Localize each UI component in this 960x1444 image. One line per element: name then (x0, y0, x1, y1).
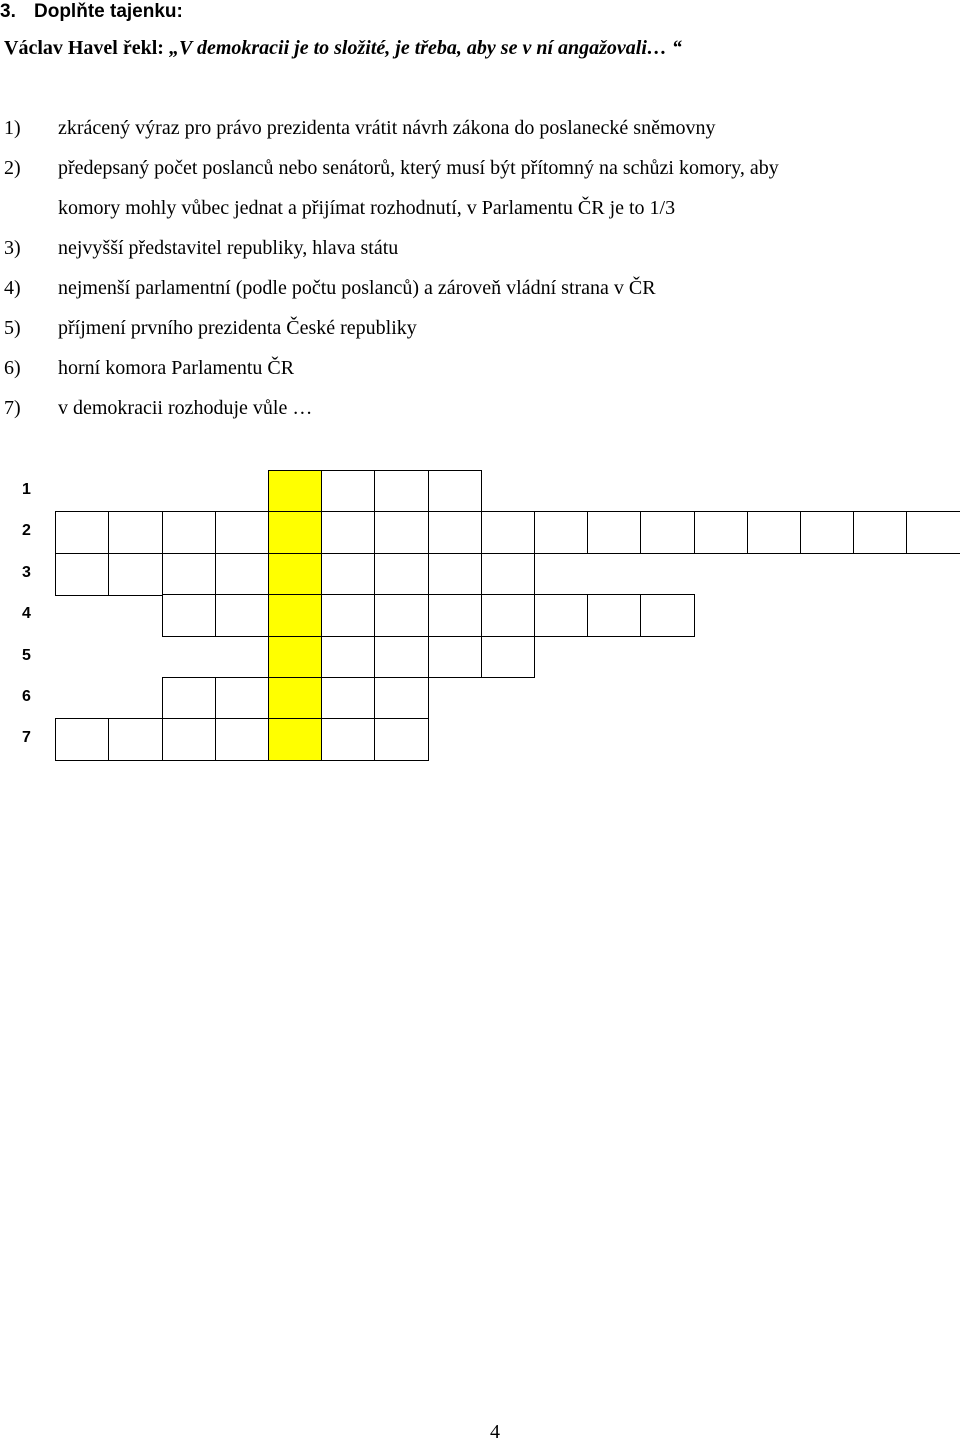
crossword-cell[interactable] (853, 511, 908, 554)
crossword-cell[interactable] (162, 718, 217, 761)
quote-intro: Václav Havel řekl: (4, 37, 169, 59)
crossword-cell[interactable] (481, 636, 536, 679)
clue-2 (4, 155, 779, 181)
crossword-cell[interactable] (162, 553, 217, 596)
clue-text: předepsaný počet poslanců nebo senátorů, který musí být přítomný na schůzi komory, aby (58, 157, 779, 179)
secret-cell[interactable] (268, 594, 323, 637)
crossword-cell[interactable] (321, 677, 376, 720)
secret-cell[interactable] (268, 636, 323, 679)
clue-text: v demokracii rozhoduje vůle … (58, 397, 313, 419)
crossword-cell[interactable] (428, 636, 483, 679)
crossword-cell[interactable] (481, 594, 536, 637)
crossword-cell[interactable] (215, 594, 270, 637)
crossword-cell[interactable] (108, 511, 163, 554)
clue-6 (4, 355, 294, 381)
clue-text: nejmenší parlamentní (podle počtu poslanců) a zároveň vládní strana v ČR (58, 277, 656, 299)
crossword-cell[interactable] (374, 636, 429, 679)
crossword-cell[interactable] (55, 553, 110, 596)
crossword-cell[interactable] (162, 511, 217, 554)
clue-4 (4, 275, 656, 301)
crossword-cell[interactable] (640, 594, 695, 637)
secret-cell[interactable] (268, 677, 323, 720)
crossword-cell[interactable] (534, 594, 589, 637)
task-number: 3. (0, 1, 16, 22)
crossword-cell[interactable] (215, 553, 270, 596)
clue-text: příjmení prvního prezidenta České republiky (58, 317, 417, 339)
clue-5 (4, 315, 417, 341)
row-label: 3 (22, 563, 31, 581)
crossword-cell[interactable] (162, 594, 217, 637)
clue-number: 3) (4, 237, 21, 259)
secret-cell[interactable] (268, 511, 323, 554)
crossword-cell[interactable] (374, 511, 429, 554)
crossword-cell[interactable] (108, 718, 163, 761)
row-label: 4 (22, 605, 31, 623)
row-label: 7 (22, 729, 31, 747)
quote-line (4, 35, 682, 61)
crossword-cell[interactable] (374, 594, 429, 637)
crossword-cell[interactable] (428, 511, 483, 554)
crossword-cell[interactable] (747, 511, 802, 554)
crossword-cell[interactable] (640, 511, 695, 554)
crossword-cell[interactable] (800, 511, 855, 554)
row-label: 5 (22, 646, 31, 664)
crossword-cell[interactable] (108, 553, 163, 596)
crossword-cell[interactable] (906, 511, 960, 554)
crossword-cell[interactable] (321, 553, 376, 596)
crossword-cell[interactable] (481, 511, 536, 554)
crossword-cell[interactable] (374, 718, 429, 761)
clue-number: 4) (4, 277, 21, 299)
clue-text: horní komora Parlamentu ČR (58, 357, 295, 379)
clue-2-continuation: komory mohly vůbec jednat a přijímat rozhodnutí, v Parlamentu ČR je to 1/3 (58, 197, 676, 219)
crossword-cell[interactable] (534, 511, 589, 554)
crossword-cell[interactable] (321, 594, 376, 637)
crossword-cell[interactable] (321, 636, 376, 679)
crossword-cell[interactable] (55, 718, 110, 761)
clue-number: 2) (4, 157, 21, 179)
clue-number: 1) (4, 117, 21, 139)
clue-number: 6) (4, 357, 21, 379)
crossword-cell[interactable] (321, 511, 376, 554)
page-number: 4 (490, 1421, 500, 1443)
clue-7 (4, 395, 312, 421)
secret-cell[interactable] (268, 718, 323, 761)
crossword-cell[interactable] (374, 677, 429, 720)
crossword-cell[interactable] (374, 553, 429, 596)
crossword-cell[interactable] (321, 470, 376, 513)
clue-3 (4, 235, 398, 261)
crossword-cell[interactable] (215, 511, 270, 554)
clue-text: zkrácený výraz pro právo prezidenta vrátit návrh zákona do poslanecké sněmovny (58, 117, 716, 139)
row-label: 2 (22, 522, 31, 540)
row-label: 1 (22, 481, 31, 498)
clue-number: 5) (4, 317, 21, 339)
row-label: 6 (22, 688, 31, 705)
crossword-cell[interactable] (587, 594, 642, 637)
clue-number: 7) (4, 397, 21, 419)
crossword-cell[interactable] (162, 677, 217, 720)
crossword-cell[interactable] (481, 553, 536, 596)
clue-text: nejvyšší představitel republiky, hlava státu (58, 237, 399, 259)
crossword-cell[interactable] (428, 470, 483, 513)
task-title: Doplňte tajenku: (34, 1, 183, 22)
task-heading (0, 0, 183, 24)
crossword-cell[interactable] (428, 594, 483, 637)
crossword-cell[interactable] (374, 470, 429, 513)
clue-1 (4, 115, 716, 141)
crossword-cell[interactable] (321, 718, 376, 761)
crossword-cell[interactable] (694, 511, 749, 554)
crossword-cell[interactable] (215, 718, 270, 761)
crossword-cell[interactable] (215, 677, 270, 720)
crossword-cell[interactable] (55, 511, 110, 554)
crossword-cell[interactable] (587, 511, 642, 554)
crossword-cell[interactable] (428, 553, 483, 596)
secret-cell[interactable] (268, 553, 323, 596)
secret-cell[interactable] (268, 470, 323, 513)
quote-text: „V demokracii je to složité, je třeba, aby se v ní angažovali… “ (168, 37, 682, 59)
